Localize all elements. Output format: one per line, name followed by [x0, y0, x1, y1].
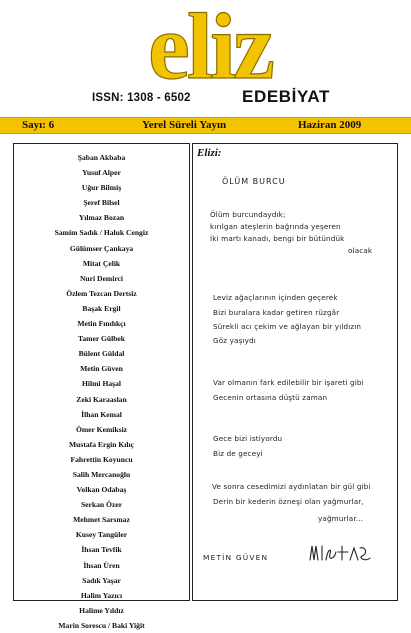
- author-item: Salih Mercanoğlu: [72, 469, 131, 479]
- author-item: Uğur Bilmiş: [81, 183, 122, 193]
- poem-line: Göz yaşıydı: [213, 336, 256, 345]
- eliz-logo: [95, 6, 325, 92]
- author-item: Sadık Yaşar: [82, 575, 121, 585]
- author-item: Şaban Akbaba: [77, 153, 126, 162]
- poem-line: Derin bir kederin özneşi olan yağmurlar,: [213, 497, 364, 506]
- author-item: Serkan Özer: [80, 500, 123, 510]
- subtitle-edebiyat: EDEBİYAT: [242, 87, 330, 106]
- author-item: Hilmi Haşal: [81, 379, 122, 389]
- poem-line: olacak: [348, 246, 373, 255]
- poem-line: Biz de geceyi: [213, 449, 263, 458]
- author-item: Fahrettin Koyuncu: [70, 454, 133, 464]
- poem-line: İki martı kanadı, bengi bir bütündük: [210, 234, 345, 243]
- author-item: Bülent Güldal: [78, 349, 125, 359]
- issue-number: Sayı: 6: [22, 119, 55, 131]
- author-item: Nuri Demirci: [79, 273, 124, 283]
- logo-text: eliz: [148, 6, 272, 92]
- author-item: İlhan Kemal: [81, 409, 122, 419]
- poem-line: Sürekli acı çekim ve ağlayan bir yıldızın: [213, 322, 362, 331]
- author-item: İhsan Üren: [83, 560, 120, 570]
- poem-line: kırılgan ateşlerin bağrında yeşeren: [210, 222, 341, 231]
- publication-type: Yerel Süreli Yayın: [142, 119, 227, 131]
- author-item: Metin Fındıkçı: [77, 319, 126, 329]
- author-item: Mehmet Sarsmaz: [73, 515, 130, 525]
- author-item: Halime Yıldız: [79, 605, 124, 615]
- poem-line: Bizi buralara kadar getiren rüzgâr: [213, 308, 340, 317]
- issn-label: ISSN: 1308 - 6502: [92, 92, 191, 104]
- poem-line: Ölüm burcundaydık;: [210, 210, 286, 219]
- author-item: Şeref Bilsel: [83, 198, 120, 208]
- issue-date: Haziran 2009: [298, 119, 362, 131]
- poem-line: Leviz ağaçlarının içinden geçerek: [213, 293, 338, 302]
- author-item: Volkan Odabaş: [76, 485, 127, 495]
- author-item: Mustafa Ergin Kılıç: [69, 439, 134, 449]
- author-item: Zeki Karaaslan: [76, 394, 127, 404]
- author-item: Yılmaz Bozan: [78, 213, 125, 223]
- author-item: Tamer Gülbek: [77, 334, 126, 344]
- author-item: Ömer Kemiksiz: [75, 424, 128, 434]
- poem-line: Var olmanın fark edilebilir bir işareti gibi: [213, 378, 364, 387]
- signature-name: METİN GÜVEN: [203, 553, 269, 562]
- author-item: Gülümser Çankaya: [69, 243, 134, 253]
- author-item: Metin Güven: [80, 364, 123, 374]
- authors-list: [13, 150, 190, 633]
- issue-banner: [0, 117, 411, 134]
- author-item: Marin Sorescu / Baki Yiğit: [58, 620, 145, 630]
- author-item: İhsan Tevfik: [81, 545, 122, 555]
- author-item: Halim Yazıcı: [80, 590, 123, 600]
- author-item: Kusey Tangüler: [75, 530, 128, 540]
- signature-scribble: [308, 542, 372, 564]
- author-item: Özlem Tezcan Dertsiz: [66, 288, 137, 298]
- author-item: Mitat Çelik: [82, 258, 121, 268]
- poem-title: ÖLÜM BURCU: [222, 177, 286, 186]
- logo-wordmark: [95, 6, 325, 92]
- poem-line: Gece bizi istiyordu: [213, 434, 283, 443]
- author-item: Yusuf Alper: [82, 168, 121, 178]
- author-item: Başak Ergil: [82, 303, 121, 313]
- handwritten-heading: Elizi:: [197, 147, 222, 159]
- poem-line: yağmurlar...: [318, 514, 364, 523]
- author-item: Samim Sadık / Haluk Cengiz: [54, 228, 149, 238]
- poem-line: Gecenin ortasına düştü zaman: [213, 393, 328, 402]
- poem-line: Ve sonra cesedimizi aydınlatan bir gül gibi: [212, 482, 371, 491]
